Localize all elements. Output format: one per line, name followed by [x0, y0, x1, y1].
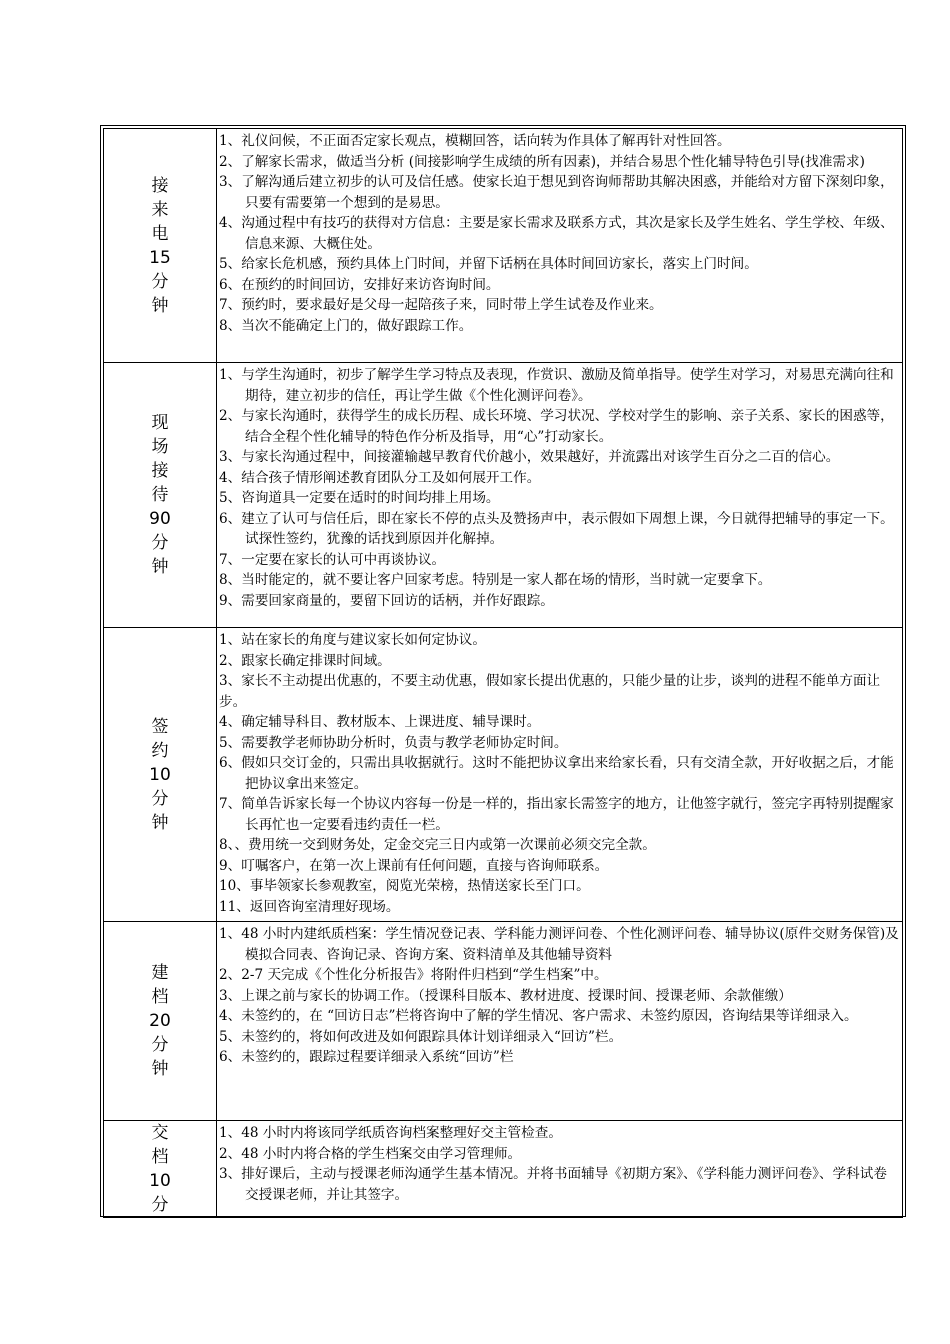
table-row — [104, 628, 903, 922]
list-item: 2、了解家长需求，做适当分析 (间接影响学生成绩的所有因素)，并结合易思个性化辅导特色引导(找准需求) — [219, 153, 865, 170]
list-item: 10、事毕领家长参观教室，阅览光荣榜，热情送家长至门口。 — [219, 878, 590, 894]
list-item: 3、家长不主动提出优惠的，不要主动优惠，假如家长提出优惠的，只能少量的让步，谈判的进程不能单方面让步。 — [219, 673, 881, 710]
list-item: 5、给家长危机感，预约具体上门时间，并留下话柄在具体时间回访家长，落实上门时间。 — [219, 256, 758, 272]
list-item: 6、建立了认可与信任后，即在家长不停的点头及赞扬声中，表示假如下周想上课，今日就得把辅导的事定一下。试探性签约，犹豫的话找到原因并化解掉。 — [219, 510, 894, 547]
list-item: 3、了解沟通后建立初步的认可及信任感。使家长迫于想见到咨询师帮助其解决困惑，并能给对方留下深刻印象，只要有需要第一个想到的是易思。 — [219, 174, 894, 211]
process-table — [103, 128, 903, 1218]
list-item: 7、简单告诉家长每一个协议内容每一份是一样的，指出家长需签字的地方，让他签字就行，签完字再特别提醒家长再忙也一定要看违约责任一栏。 — [219, 796, 894, 833]
list-item: 5、需要教学老师协助分析时，负责与教学老师协定时间。 — [219, 734, 568, 751]
list-item: 6、在预约的时间回访，安排好来访咨询时间。 — [219, 276, 500, 293]
table-row — [104, 1121, 903, 1218]
label-char: 交 — [151, 1123, 169, 1143]
label-char: 档 — [151, 1147, 169, 1167]
list-item: 6、假如只交订金的，只需出具收据就行。这时不能把协议拿出来给家长看，只有交清全款，开好收据之后，才能把协议拿出来签定。 — [219, 755, 894, 792]
table-row — [104, 363, 903, 628]
section-label — [104, 922, 217, 1121]
label-char: 建 — [151, 963, 169, 983]
section-body — [217, 922, 903, 1121]
list-item: 6、未签约的，跟踪过程要详细录入系统“回访”栏 — [219, 1049, 514, 1065]
section-body — [217, 129, 903, 363]
list-item: 8、、费用统一交到财务处，定金交完三日内或第一次课前必须交完全款。 — [219, 837, 656, 853]
section-label — [104, 1121, 217, 1218]
label-char: 现 — [151, 413, 169, 433]
list-item: 9、叮嘱客户，在第一次上课前有任何问题，直接与咨询师联系。 — [219, 857, 609, 874]
list-item: 7、预约时，要求最好是父母一起陪孩子来，同时带上学生试卷及作业来。 — [219, 297, 663, 313]
label-char: 10 — [149, 1171, 171, 1191]
label-char: 电 — [151, 223, 169, 244]
list-item: 5、咨询道具一定要在适时的时间均排上用场。 — [219, 490, 500, 506]
label-char: 钟 — [151, 295, 169, 316]
label-char: 来 — [151, 199, 169, 220]
section-label — [104, 129, 217, 363]
list-item: 4、确定辅导科目、教材版本、上课进度、辅导课时。 — [219, 714, 541, 730]
label-char: 场 — [151, 437, 169, 457]
list-item: 2、跟家长确定排课时间域。 — [219, 652, 391, 669]
label-char: 接 — [151, 175, 169, 196]
label-char: 分 — [151, 1035, 169, 1055]
list-item: 3、排好课后，主动与授课老师沟通学生基本情况。并将书面辅导《初期方案》、《学科能力测评问卷》、学科试卷交授课老师，并让其签字。 — [219, 1166, 887, 1203]
section-label — [104, 628, 217, 922]
list-item: 2、48 小时内将合格的学生档案交由学习管理师。 — [219, 1145, 522, 1162]
table-row — [104, 129, 903, 363]
label-char: 分 — [151, 271, 169, 292]
label-char: 20 — [149, 1011, 171, 1031]
label-char: 10 — [149, 764, 171, 785]
label-char: 钟 — [151, 812, 169, 833]
list-item: 3、上课之前与家长的协调工作。（授课科目版本、教材进度、授课时间、授课老师、余款催缴） — [219, 987, 792, 1004]
list-item: 8、当时能定的，就不要让客户回家考虑。特别是一家人都在场的情形，当时就一定要拿下。 — [219, 572, 772, 588]
list-item: 1、与学生沟通时，初步了解学生学习特点及表现，作赏识、激励及简单指导。使学生对学习，对易思充满向往和期待，建立初步的信任，再让学生做《个性化测评问卷》。 — [219, 367, 894, 404]
table-row — [104, 922, 903, 1121]
label-char: 15 — [149, 247, 171, 268]
label-char: 90 — [149, 509, 171, 529]
label-char: 钟 — [151, 557, 169, 577]
list-item: 1、礼仪问候，不正面否定家长观点，模糊回答，话向转为作具体了解再针对性回答。 — [219, 133, 731, 149]
section-body — [217, 1121, 903, 1218]
list-item: 1、站在家长的角度与建议家长如何定协议。 — [219, 632, 486, 648]
list-item: 8、当次不能确定上门的，做好跟踪工作。 — [219, 317, 473, 334]
section-body — [217, 628, 903, 922]
label-char: 签 — [151, 716, 169, 737]
label-char: 分 — [151, 788, 169, 809]
section-label — [104, 363, 217, 628]
label-char: 约 — [151, 740, 169, 761]
label-char: 接 — [151, 461, 169, 481]
list-item: 1、48 小时内建纸质档案：学生情况登记表、学科能力测评问卷、个性化测评问卷、辅导协议(原件交财务保管)及模拟合同表、咨询记录、咨询方案、资料清单及其他辅导资料 — [219, 926, 899, 963]
list-item: 4、结合孩子情形阐述教育团队分工及如何展开工作。 — [219, 469, 541, 486]
list-item: 4、沟通过程中有技巧的获得对方信息：主要是家长需求及联系方式，其次是家长及学生姓名、学生学校、年级、信息来源、大概住处。 — [219, 215, 894, 252]
list-item: 2、2-7 天完成《个性化分析报告》将附件归档到“学生档案”中。 — [219, 967, 608, 983]
list-item: 1、48 小时内将该同学纸质咨询档案整理好交主管检查。 — [219, 1125, 562, 1141]
label-char: 分 — [151, 1195, 169, 1215]
label-char: 待 — [151, 485, 169, 505]
list-item: 5、未签约的，将如何改进及如何跟踪具体计划详细录入“回访”栏。 — [219, 1028, 623, 1045]
list-item: 2、与家长沟通时，获得学生的成长历程、成长环境、学习状况、学校对学生的影响、亲子关系、家长的困惑等，结合全程个性化辅导的特色作分析及指导，用“心”打动家长。 — [219, 408, 894, 445]
list-item: 7、一定要在家长的认可中再谈协议。 — [219, 551, 446, 568]
section-body — [217, 363, 903, 628]
list-item: 11、返回咨询室清理好现场。 — [219, 898, 400, 915]
label-char: 钟 — [151, 1059, 169, 1079]
list-item: 9、需要回家商量的，要留下回访的话柄，并作好跟踪。 — [219, 592, 554, 609]
label-char: 档 — [151, 987, 169, 1007]
label-char: 分 — [151, 533, 169, 553]
list-item: 4、未签约的，在 “回访日志”栏将咨询中了解的学生情况、客户需求、未签约原因，咨询结果等详细录入。 — [219, 1008, 858, 1024]
list-item: 3、与家长沟通过程中，间接灌输越早教育代价越小，效果越好，并流露出对该学生百分之二百的信心。 — [219, 449, 840, 465]
